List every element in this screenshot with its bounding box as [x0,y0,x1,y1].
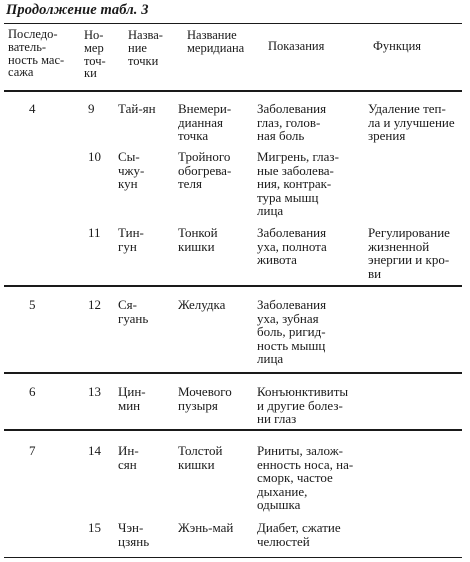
rule-group-4-bottom [4,285,462,287]
header-point-number: Но- мер точ- ки [84,28,106,81]
point-number-cell: 11 [88,225,101,240]
point-number-cell: 15 [88,520,101,535]
point-name-cell: Ин- сян [118,443,139,472]
point-number-cell: 9 [88,101,95,116]
header-function: Функция [373,39,422,53]
sequence-cell: 7 [29,443,36,458]
point-number-cell: 12 [88,297,101,312]
point-name-cell: Тин- гун [118,225,144,254]
rule-header-bottom [4,90,462,92]
rule-group-6-bottom [4,429,462,431]
meridian-cell: Тонкой кишки [178,225,218,254]
meridian-cell: Желудка [178,297,226,312]
point-name-cell: Чэн- цзянь [118,520,150,549]
indications-cell: Мигрень, глаз- ные заболева- ния, контрак- тура мышц лица [257,149,339,219]
indications-cell: Заболевания глаз, голов- ная боль [257,101,327,144]
indications-cell: Риниты, залож- енность носа, на- сморк, частое дыхание, одышка [257,443,354,513]
header-point-name: Назва- ние точки [128,28,163,68]
meridian-cell: Жэнь-май [178,520,234,535]
rule-top [4,23,462,24]
meridian-cell: Внемери- дианная точка [178,101,232,144]
table-caption: Продолжение табл. 3 [6,2,149,18]
meridian-cell: Тройного обогрева- теля [178,149,232,192]
indications-cell: Заболевания уха, полнота живота [257,225,327,268]
rule-bottom [4,557,462,558]
rule-group-5-bottom [4,372,462,374]
meridian-cell: Мочевого пузыря [178,384,232,413]
indications-cell: Заболевания уха, зубная боль, ригид- ность мышц лица [257,297,327,367]
indications-cell: Конъюнктивиты и другие болез- ни глаз [257,384,349,427]
sequence-cell: 4 [29,101,36,116]
header-indications: Показания [268,39,325,53]
indications-cell: Диабет, сжатие челюстей [257,520,341,549]
point-name-cell: Цин- мин [118,384,146,413]
meridian-cell: Толстой кишки [178,443,223,472]
sequence-cell: 6 [29,384,36,399]
point-name-cell: Тай-ян [118,101,156,116]
point-name-cell: Сы- чжу- кун [118,149,145,192]
sequence-cell: 5 [29,297,36,312]
point-name-cell: Ся- гуань [118,297,149,326]
function-cell: Регулирование жизненной энергии и кро- ви [368,225,450,281]
point-number-cell: 10 [88,149,101,164]
point-number-cell: 13 [88,384,101,399]
header-sequence: Последо- ватель- ность мас- сажа [8,27,65,80]
function-cell: Удаление теп- ла и улучшение зрения [368,101,455,144]
header-meridian-name: Название меридиана [187,28,245,55]
point-number-cell: 14 [88,443,101,458]
